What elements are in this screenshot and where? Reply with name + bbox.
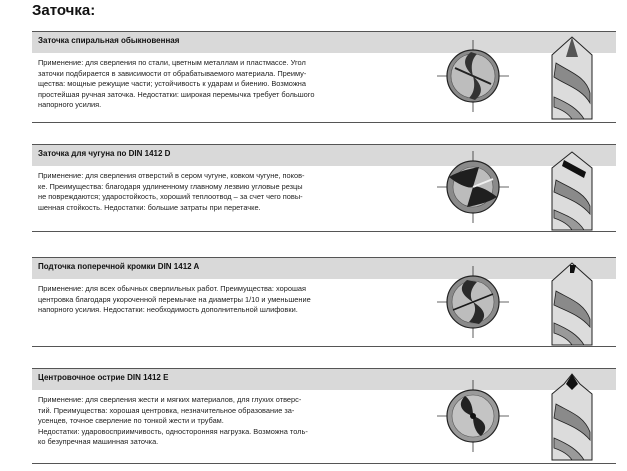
description-line: центровка благодаря укороченной перемычке на диаметры 1/10 и уменьшение — [38, 294, 311, 304]
description-line: ко безупречная машинная заточка. — [38, 437, 159, 447]
drill-side-view-illustration — [542, 33, 602, 121]
section-divider — [32, 122, 616, 123]
drill-side-view-illustration — [542, 259, 602, 347]
drill-point-end-view-illustration — [435, 149, 511, 225]
description-line: простейшая ручная заточка. Недостатки: широкая перемычка требует большого — [38, 89, 315, 99]
description-line: усенцев, точное сверление по тонкой жести и трубам. — [38, 416, 224, 426]
description-line: Применение: для сверления по стали, цветным металлам и пластмассе. Угол — [38, 58, 306, 67]
drill-point-end-view-illustration — [435, 378, 511, 454]
description-line: не повреждаются; ударостойкость, хороший теплоотвод – за счет чего повы- — [38, 192, 303, 202]
section-divider — [32, 463, 616, 464]
drill-point-end-view-illustration — [435, 38, 511, 114]
section-center-point — [32, 368, 616, 464]
description-line: Недостатки: ударовосприимчивость, односторонняя нагрузка. Возможна толь- — [38, 426, 308, 436]
drill-side-view-illustration — [542, 146, 602, 232]
description-line: Применение: для сверления отверстий в сером чугуне, ковком чугуне, поков- — [38, 171, 305, 180]
description-line: щества: мощные режущие части; устойчивость к ударам и биению. Возможна — [38, 79, 306, 89]
description-line: заточки подбирается в зависимости от обрабатываемого материала. Преиму- — [38, 68, 307, 78]
page-title: Заточка: — [32, 2, 96, 19]
section-spiral — [32, 31, 616, 123]
section-title: Подточка поперечной кромки DIN 1412 A — [38, 262, 200, 271]
section-divider — [32, 231, 616, 232]
section-description — [38, 58, 388, 111]
description-line: Применение: для сверления жести и мягких материалов, для глухих отверс- — [38, 395, 302, 404]
description-line: Применение: для всех обычных сверлильных работ. Преимущества: хорошая — [38, 284, 307, 293]
section-divider — [32, 346, 616, 347]
drill-side-view-illustration — [542, 370, 602, 462]
section-description — [38, 284, 388, 316]
description-line: напорного усилия. — [38, 100, 102, 110]
section-cast-iron — [32, 144, 616, 232]
section-description — [38, 171, 388, 213]
description-line: ке. Преимущества: благодаря удлиненному главному лезвию угловые резцы — [38, 181, 303, 191]
section-web-thinning — [32, 257, 616, 347]
section-title: Заточка для чугуна по DIN 1412 D — [38, 149, 171, 158]
description-line: тий. Преимущества: хорошая центровка, незначительное образование за- — [38, 405, 295, 415]
drill-point-end-view-illustration — [435, 264, 511, 340]
description-line: шенная стойкость. Недостатки: большие затраты при перетачке. — [38, 202, 261, 212]
description-line: напорного усилия. Недостатки: необходимость дополнительной шлифовки. — [38, 305, 298, 315]
section-title: Центровочное острие DIN 1412 E — [38, 373, 169, 382]
section-title: Заточка спиральная обыкновенная — [38, 36, 180, 45]
section-description — [38, 395, 388, 448]
